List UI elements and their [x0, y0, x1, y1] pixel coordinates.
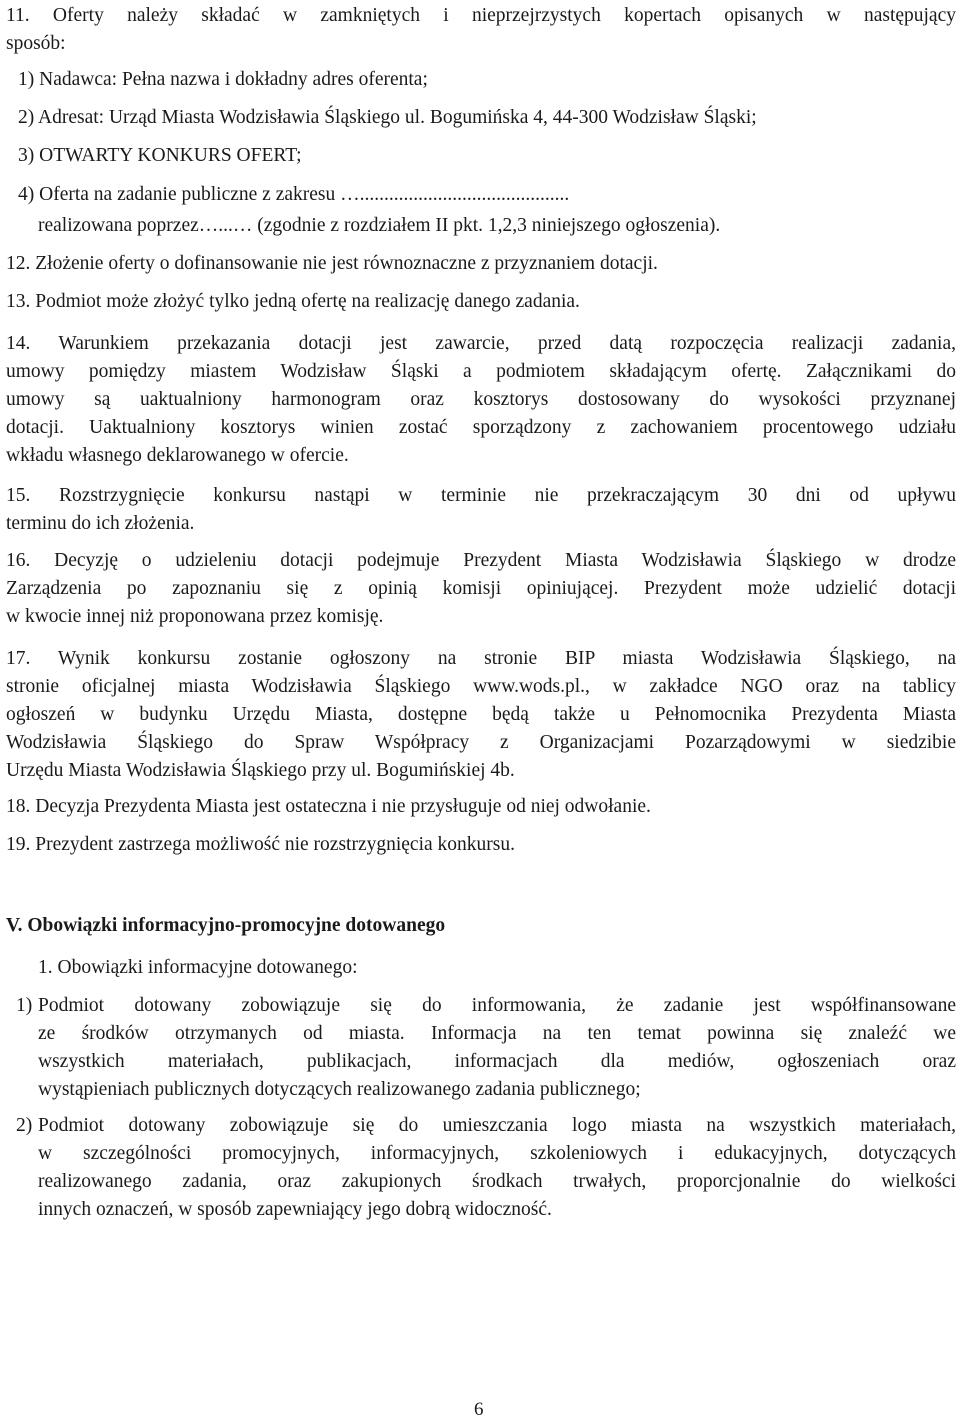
point-19: 19. Prezydent zastrzega możliwość nie rozstrzygnięcia konkursu.: [6, 834, 515, 855]
section-v-item-1-line: wystąpieniach publicznych dotyczących realizowanego zadania publicznego;: [38, 1079, 641, 1100]
section-v-heading: V. Obowiązki informacyjno-promocyjne dotowanego: [6, 915, 446, 936]
point-11-subitem-3: 3) OTWARTY KONKURS OFERT;: [18, 145, 302, 166]
section-v-item-2-line: realizowanego zadania, oraz zakupionych środkach trwałych, proporcjonalnie do wielkości: [38, 1171, 956, 1192]
point-14: [6, 330, 956, 470]
page-number: 6: [474, 1399, 484, 1420]
section-v-item-2-line: innych oznaczeń, w sposób zapewniający jego dobrą widoczność.: [38, 1199, 552, 1220]
point-11: [6, 2, 956, 58]
point-17-line: 17. Wynik konkursu zostanie ogłoszony na stronie BIP miasta Wodzisławia Śląskiego, na: [6, 648, 956, 669]
section-v-item-1-line: wszystkich materiałach, publikacjach, informacjach dla mediów, ogłoszeniach oraz: [38, 1051, 956, 1072]
point-11-subitem-4: [18, 181, 569, 209]
section-v-item-2-number: 2): [16, 1115, 33, 1136]
point-16-line: Zarządzenia po zapoznaniu się z opinią komisji opiniującej. Prezydent może udzielić dotacji: [6, 578, 956, 599]
section-v-item-2-line: w szczególności promocyjnych, informacyjnych, szkoleniowych i edukacyjnych, dotyczących: [38, 1143, 956, 1164]
point-15-line: terminu do ich złożenia.: [6, 513, 195, 534]
point-11-line: 11. Oferty należy składać w zamkniętych i nieprzejrzystych kopertach opisanych w następujący: [6, 5, 956, 26]
point-15: [6, 482, 956, 538]
point-11-line: sposób:: [6, 33, 66, 54]
point-11-subitem-1: 1) Nadawca: Pełna nazwa i dokładny adres oferenta;: [18, 69, 428, 90]
section-v-item-2: [38, 1112, 956, 1224]
point-14-line: wkładu własnego deklarowanego w ofercie.: [6, 445, 349, 466]
point-11-subitem-4-cont: [38, 212, 720, 240]
section-v-subheading: 1. Obowiązki informacyjne dotowanego:: [38, 957, 358, 978]
point-11-subitem-4-line: 4) Oferta na zadanie publiczne z zakresu …...........................................: [18, 184, 570, 205]
point-15-line: 15. Rozstrzygnięcie konkursu nastąpi w terminie nie przekraczającym 30 dni od upływu: [6, 485, 956, 506]
section-v-item-1-line: Podmiot dotowany zobowiązuje się do informowania, że zadanie jest współfinansowane: [38, 995, 956, 1016]
point-16: [6, 547, 956, 631]
section-v-item-2-line: Podmiot dotowany zobowiązuje się do umieszczania logo miasta na wszystkich materiałach,: [38, 1115, 956, 1136]
point-14-line: umowy pomiędzy miastem Wodzisław Śląski a podmiotem składającym ofertę. Załącznikami do: [6, 361, 956, 382]
point-16-line: w kwocie innej niż proponowana przez komisję.: [6, 606, 384, 627]
point-12: 12. Złożenie oferty o dofinansowanie nie jest równoznaczne z przyznaniem dotacji.: [6, 253, 658, 274]
point-17: [6, 645, 956, 785]
section-v-item-1: [38, 992, 956, 1104]
point-16-line: 16. Decyzję o udzieleniu dotacji podejmuje Prezydent Miasta Wodzisławia Śląskiego w drodze: [6, 550, 956, 571]
point-17-line: Wodzisławia Śląskiego do Spraw Współpracy z Organizacjami Pozarządowymi w siedzibie: [6, 732, 956, 753]
section-v-item-1-number: 1): [16, 995, 33, 1016]
point-17-line: ogłoszeń w budynku Urzędu Miasta, dostępne będą także u Pełnomocnika Prezydenta Miasta: [6, 704, 956, 725]
point-13: 13. Podmiot może złożyć tylko jedną ofertę na realizację danego zadania.: [6, 291, 580, 312]
point-11-subitem-4-line: realizowana poprzez…...… (zgodnie z rozdziałem II pkt. 1,2,3 niniejszego ogłoszenia).: [38, 215, 721, 236]
point-17-line: Urzędu Miasta Wodzisławia Śląskiego przy ul. Bogumińskiej 4b.: [6, 760, 515, 781]
section-v-item-1-line: ze środków otrzymanych od miasta. Informacja na ten temat powinna się znaleźć we: [38, 1023, 956, 1044]
point-18: 18. Decyzja Prezydenta Miasta jest ostateczna i nie przysługuje od niej odwołanie.: [6, 796, 651, 817]
point-14-line: umowy są uaktualniony harmonogram oraz kosztorys dostosowany do wysokości przyznanej: [6, 389, 956, 410]
point-14-line: 14. Warunkiem przekazania dotacji jest zawarcie, przed datą rozpoczęcia realizacji zadania,: [6, 333, 956, 354]
point-11-subitem-2: 2) Adresat: Urząd Miasta Wodzisławia Śląskiego ul. Bogumińska 4, 44-300 Wodzisław Śląski;: [18, 107, 757, 128]
point-14-line: dotacji. Uaktualniony kosztorys winien zostać sporządzony z zachowaniem procentowego udziału: [6, 417, 956, 438]
point-17-line: stronie oficjalnej miasta Wodzisławia Śląskiego www.wods.pl., w zakładce NGO oraz na tablicy: [6, 676, 956, 697]
